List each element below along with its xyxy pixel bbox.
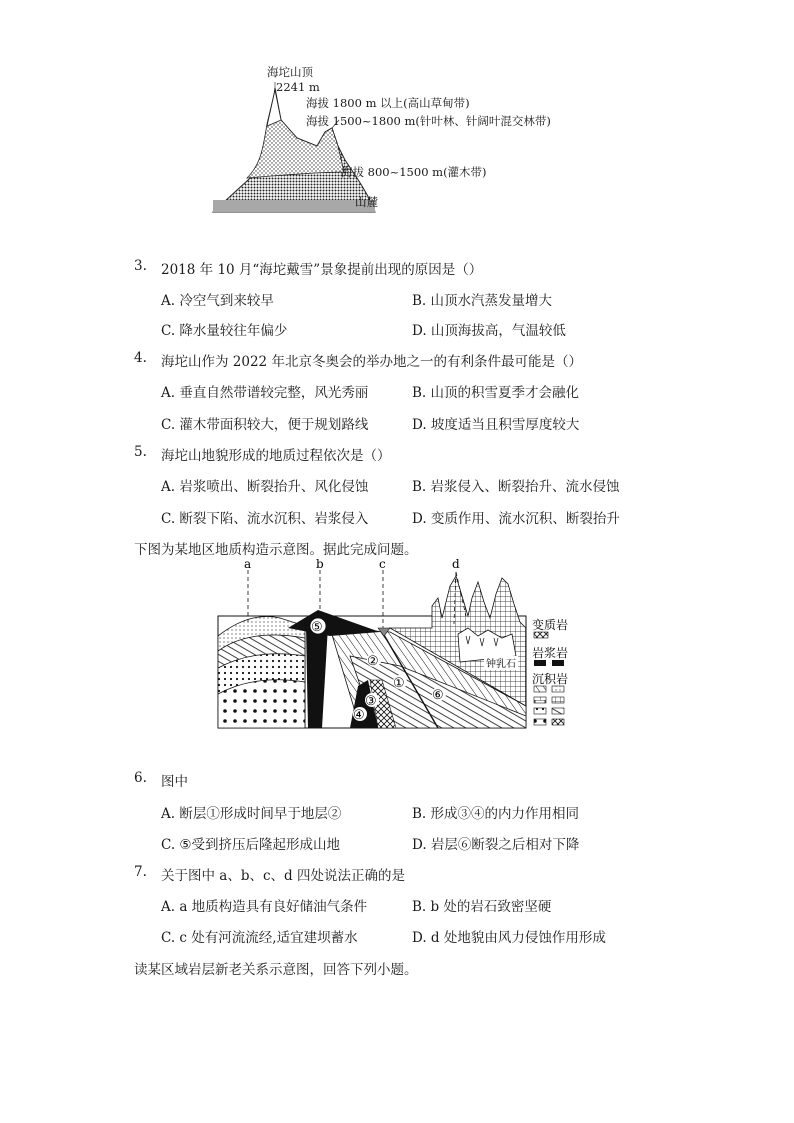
option-b: B. 岩浆侵入、断裂抬升、流水侵蚀 bbox=[412, 479, 620, 495]
section-intro: 读某区域岩层新老关系示意图，回答下列小题。 bbox=[134, 962, 418, 978]
stalactite-label: 钟乳石 bbox=[486, 659, 516, 670]
option-b: B. 山顶的积雪夏季才会融化 bbox=[412, 385, 580, 401]
option-d: D. 坡度适当且积雪厚度较大 bbox=[412, 417, 580, 433]
option-b: B. b 处的岩石致密坚硬 bbox=[412, 899, 552, 915]
option-a: A. a 地质构造具有良好储油气条件 bbox=[161, 899, 368, 915]
question-stem: 2018 年 10 月“海坨戴雪”景象提前出现的原因是（） bbox=[161, 262, 483, 278]
option-d: D. d 处地貌由风力侵蚀作用形成 bbox=[412, 930, 606, 946]
option-a: A. 垂直自然带谱较完整，风光秀丽 bbox=[161, 385, 369, 401]
option-a: A. 岩浆喷出、断裂抬升、风化侵蚀 bbox=[161, 479, 369, 495]
option-c: C. 降水量较往年偏少 bbox=[161, 323, 288, 339]
peak-name-label: 海坨山顶 bbox=[267, 65, 313, 79]
option-c: C. ⑤受到挤压后隆起形成山地 bbox=[161, 837, 341, 853]
question-stem: 关于图中 a、b、c、d 四处说法正确的是 bbox=[161, 868, 405, 884]
mountain-zone-figure bbox=[205, 60, 595, 220]
legend-igneous: 岩浆岩 bbox=[532, 646, 569, 660]
option-a: A. 断层①形成时间早于地层② bbox=[161, 806, 342, 822]
option-a: A. 冷空气到来较早 bbox=[161, 293, 274, 309]
legend-sedimentary: 沉积岩 bbox=[532, 672, 569, 686]
question-number: 7. bbox=[134, 864, 147, 880]
section-intro: 下图为某地区地质构造示意图。据此完成问题。 bbox=[134, 542, 418, 558]
question-stem: 海坨山作为 2022 年北京冬奥会的举办地之一的有利条件最可能是（） bbox=[161, 354, 582, 370]
zone-top-label: 海拔 1800 m 以上(高山草甸带) bbox=[306, 96, 470, 110]
option-d: D. 山顶海拔高，气温较低 bbox=[412, 323, 566, 339]
marker-3: ③ bbox=[365, 694, 377, 709]
question-stem: 海坨山地貌形成的地质过程依次是（） bbox=[161, 448, 391, 464]
option-d: D. 岩层⑥断裂之后相对下降 bbox=[412, 837, 580, 853]
marker-6: ⑥ bbox=[432, 688, 444, 703]
option-b: B. 山顶水汽蒸发量增大 bbox=[412, 293, 553, 309]
marker-2: ② bbox=[367, 654, 379, 669]
geology-figure bbox=[210, 556, 590, 734]
zone-low-label: 海拔 800~1500 m(灌木带) bbox=[341, 165, 487, 179]
option-b: B. 形成③④的内力作用相同 bbox=[412, 806, 580, 822]
marker-5: ⑤ bbox=[311, 620, 323, 635]
legend-metamorphic: 变质岩 bbox=[532, 618, 569, 632]
question-number: 4. bbox=[134, 350, 147, 366]
option-d: D. 变质作用、流水沉积、断裂抬升 bbox=[412, 511, 620, 527]
option-c: C. 断裂下陷、流水沉积、岩浆侵入 bbox=[161, 511, 369, 527]
question-stem: 图中 bbox=[161, 774, 188, 790]
base-label: 山麓 bbox=[355, 195, 378, 209]
label-c: c bbox=[379, 557, 386, 571]
label-a: a bbox=[244, 557, 252, 571]
geology-cross-section bbox=[210, 556, 590, 734]
option-c: C. c 处有河流流经,适宜建坝蓄水 bbox=[161, 930, 358, 946]
peak-height-label: 2241 m bbox=[276, 80, 320, 94]
question-number: 6. bbox=[134, 770, 147, 786]
question-number: 5. bbox=[134, 444, 147, 460]
mountain-zone-diagram bbox=[205, 60, 595, 220]
label-b: b bbox=[316, 557, 324, 571]
marker-4: ④ bbox=[353, 708, 365, 723]
label-d: d bbox=[452, 557, 460, 571]
option-c: C. 灌木带面积较大，便于规划路线 bbox=[161, 417, 369, 433]
question-number: 3. bbox=[134, 258, 147, 274]
marker-1: ① bbox=[393, 676, 405, 691]
zone-mid-label: 海拔 1500~1800 m(针叶林、针阔叶混交林带) bbox=[306, 114, 551, 128]
